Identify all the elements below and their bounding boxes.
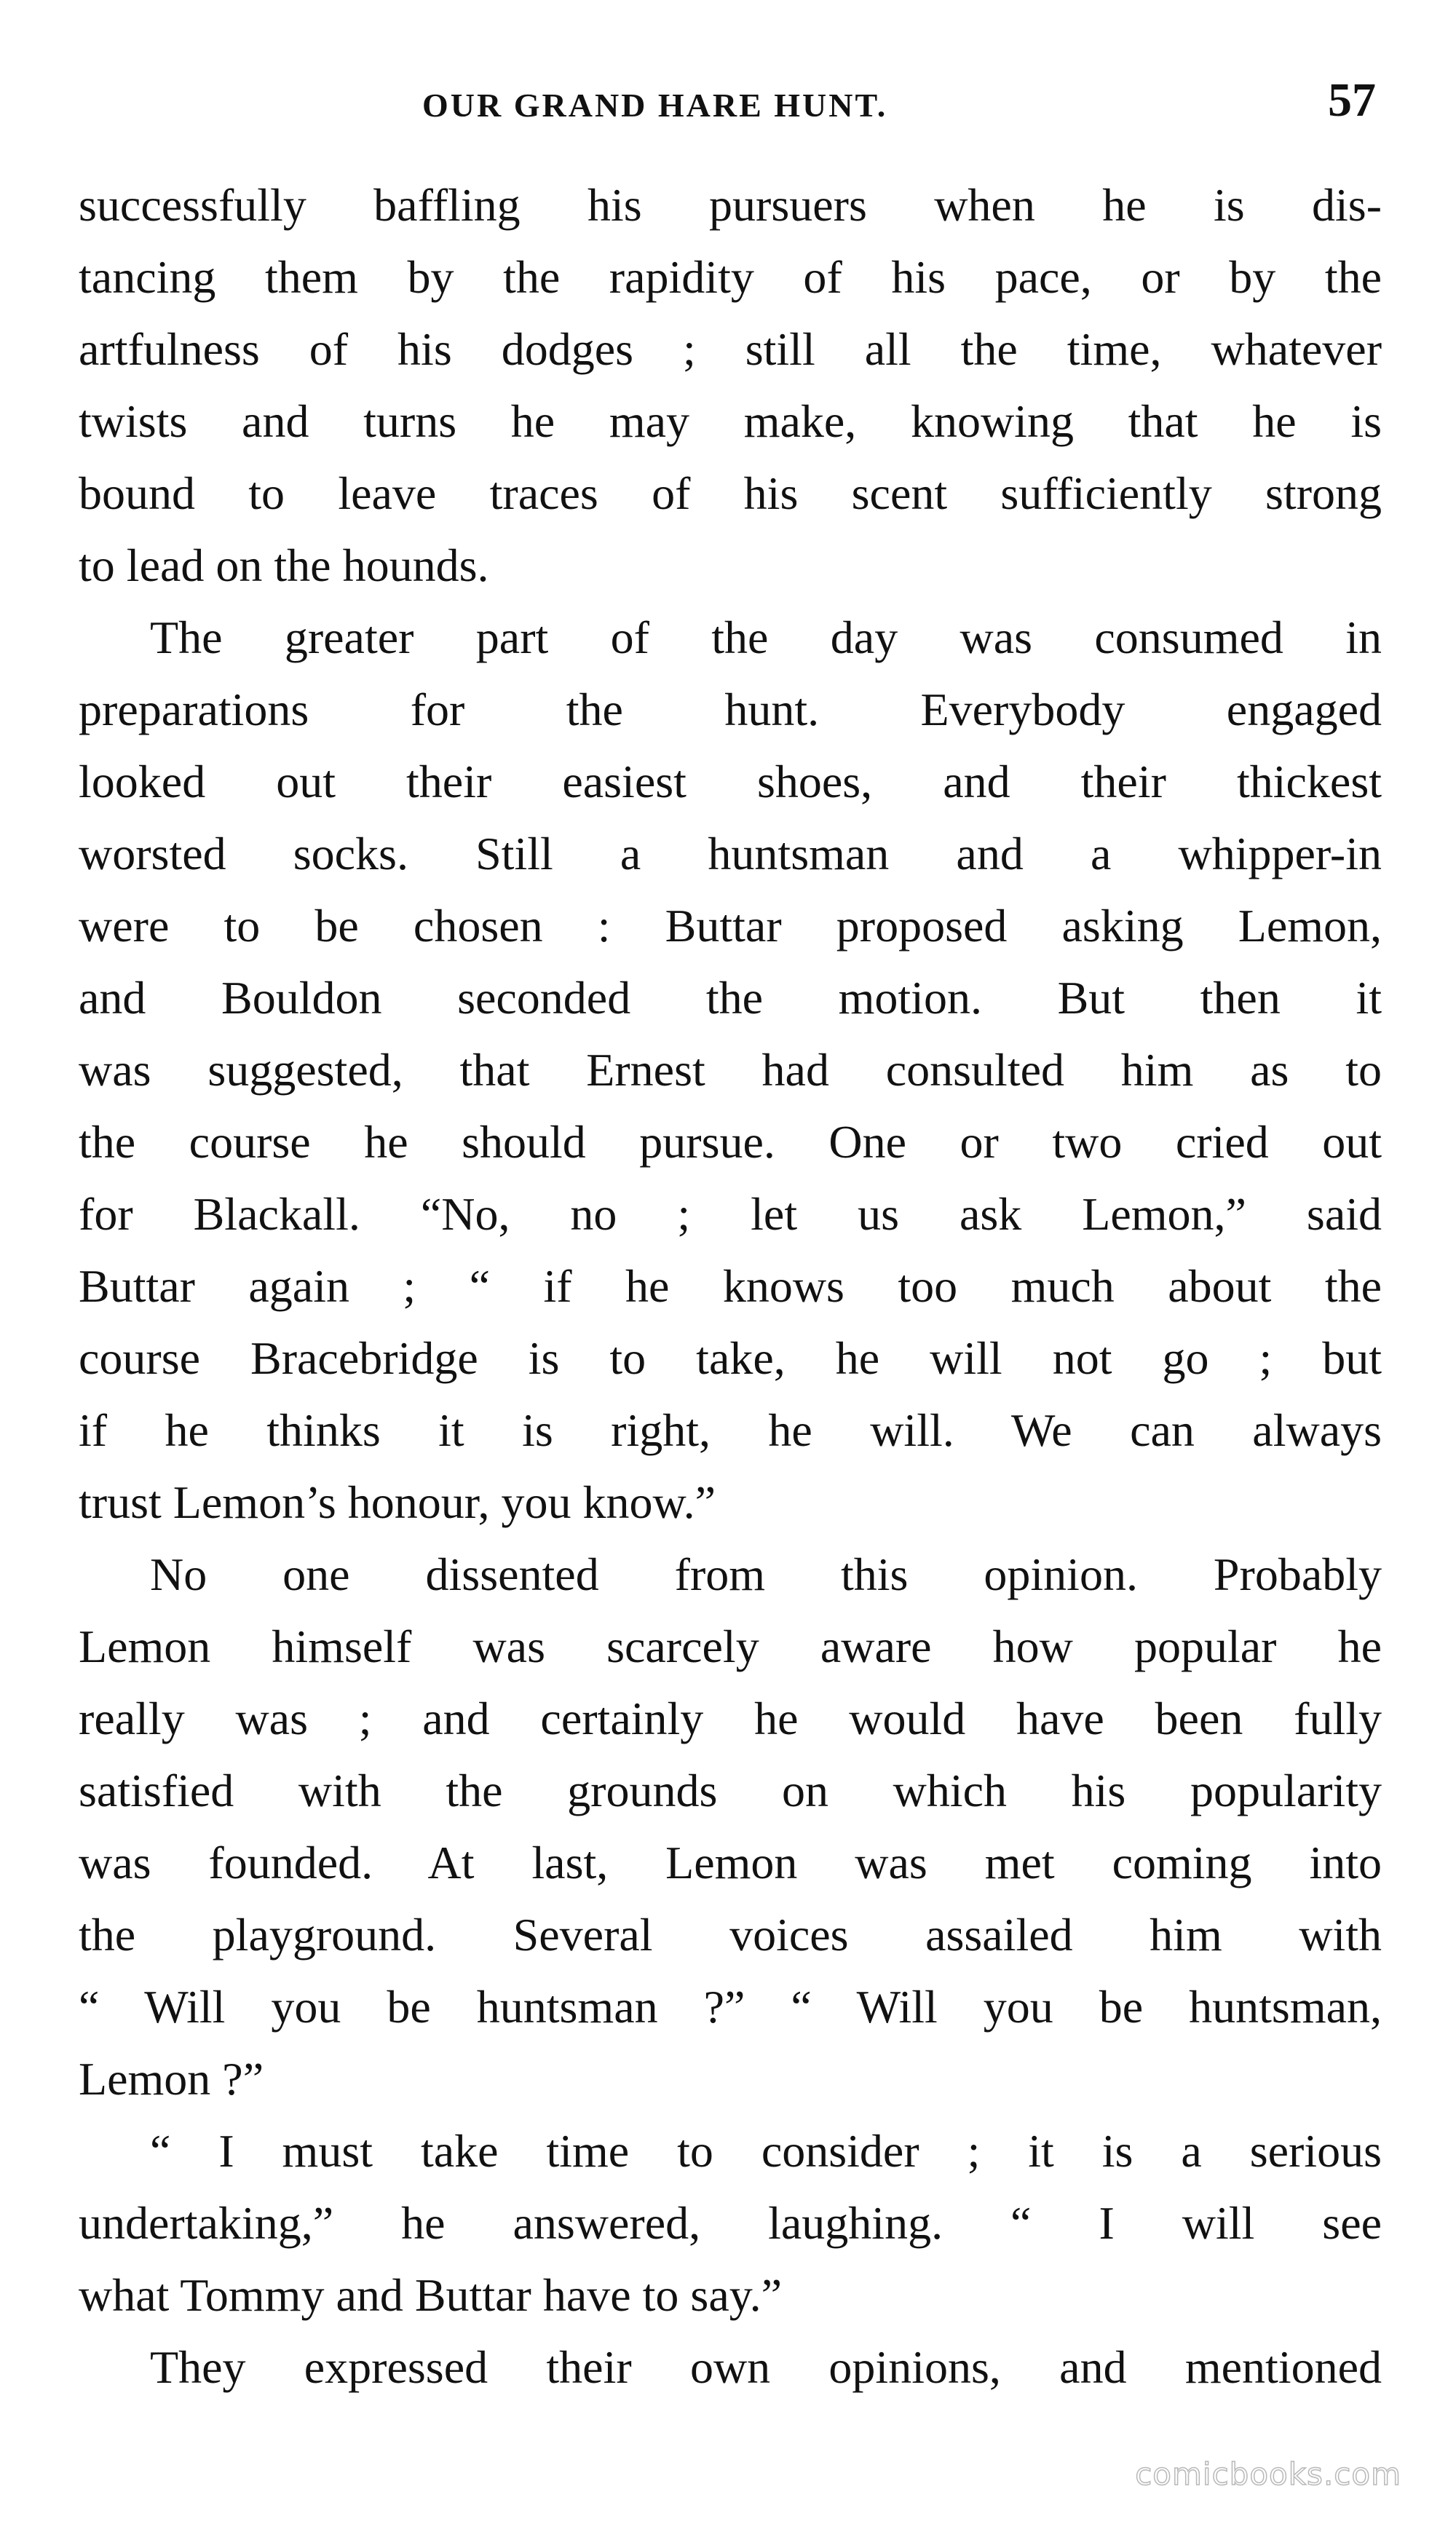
text-line: satisfied with the grounds on which his popularity [79, 1765, 1382, 1816]
text-line: No one dissented from this opinion. Probably [150, 1548, 1382, 1600]
paragraph [79, 2331, 1382, 2403]
text-line: successfully baffling his pursuers when he is dis- [79, 179, 1382, 231]
text-line: worsted socks. Still a huntsman and a whipper-in [79, 828, 1382, 879]
text-line: for Blackall. “No, no ; let us ask Lemon,” said [79, 1188, 1382, 1240]
text-line: were to be chosen : Buttar proposed asking Lemon, [79, 900, 1382, 952]
text-line: looked out their easiest shoes, and their thickest [79, 756, 1382, 807]
body-text [79, 169, 1382, 2403]
text-line: They expressed their own opinions, and mentioned [150, 2341, 1382, 2393]
text-line: undertaking,” he answered, laughing. “ I will see [79, 2197, 1382, 2249]
text-line: preparations for the hunt. Everybody engaged [79, 684, 1382, 735]
page-header [80, 73, 1383, 138]
text-line: Buttar again ; “ if he knows too much about the [79, 1260, 1382, 1312]
text-line: course Bracebridge is to take, he will not go ; but [79, 1332, 1382, 1384]
text-line: trust Lemon’s honour, you know.” [79, 1476, 716, 1528]
text-line: was suggested, that Ernest had consulted him as to [79, 1044, 1382, 1096]
text-line: “ I must take time to consider ; it is a serious [150, 2125, 1382, 2177]
text-line: was founded. At last, Lemon was met coming into [79, 1837, 1382, 1888]
text-line: what Tommy and Buttar have to say.” [79, 2269, 782, 2321]
paragraph [79, 2115, 1382, 2331]
page-number: 57 [1328, 74, 1376, 127]
text-line: tancing them by the rapidity of his pace, or by the [79, 251, 1382, 303]
text-line: The greater part of the day was consumed in [150, 612, 1382, 663]
text-line: artfulness of his dodges ; still all the time, whatever [79, 323, 1382, 375]
text-line: Lemon himself was scarcely aware how popular he [79, 1621, 1382, 1672]
text-line: to lead on the hounds. [79, 539, 489, 591]
paragraph [79, 601, 1382, 1538]
text-line: the playground. Several voices assailed him with [79, 1909, 1382, 1961]
text-line: if he thinks it is right, he will. We can always [79, 1404, 1382, 1456]
paragraph [79, 1538, 1382, 2115]
text-line: twists and turns he may make, knowing that he is [79, 395, 1382, 447]
running-title: OUR GRAND HARE HUNT. [422, 87, 888, 124]
text-line: and Bouldon seconded the motion. But then it [79, 972, 1382, 1024]
text-line: Lemon ?” [79, 2053, 264, 2105]
text-line: “ Will you be huntsman ?” “ Will you be huntsman, [79, 1981, 1382, 2033]
paragraph [79, 169, 1382, 601]
text-line: the course he should pursue. One or two cried out [79, 1116, 1382, 1168]
watermark: comicbooks.com [1135, 2456, 1401, 2492]
text-line: bound to leave traces of his scent sufficiently strong [79, 467, 1382, 519]
text-line: really was ; and certainly he would have been fully [79, 1693, 1382, 1744]
